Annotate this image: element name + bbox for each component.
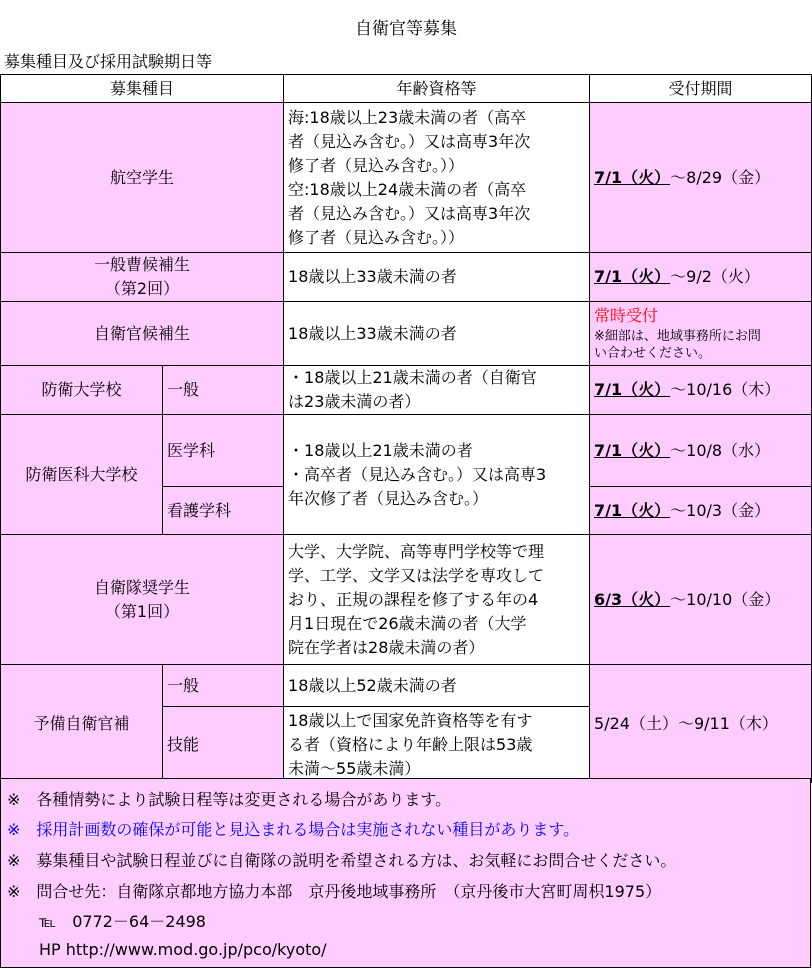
period-start: 7/1（火） (594, 500, 671, 520)
qualification-line: 学、工学、文学又は法学を専攻して (288, 565, 545, 585)
period-start: 7/1（火） (594, 267, 671, 286)
table-row (1, 302, 812, 366)
qualification-line: 大学、大学院、高等専門学校等で理 (288, 541, 545, 561)
header-row (1, 75, 812, 103)
qualification-line: ・18歳以上21歳未満の者 (288, 440, 473, 460)
table-row (1, 665, 812, 707)
qualification-line: 18歳以上で国家免許資格等を有す (288, 710, 533, 730)
period-end: ～10/8（水） (670, 440, 771, 460)
recruit-subtype: 技能 (163, 707, 284, 783)
section-subtitle: 募集種目及び採用試験期日等 (4, 52, 213, 71)
qualification-line: 月1日現在で26歳未満の者（大学 (288, 613, 527, 633)
qualification-cell (284, 366, 590, 415)
period-start: 7/1（火） (594, 380, 671, 399)
qualification-line: おり、正規の課程を修了する年の4 (288, 589, 539, 609)
period-cell (590, 253, 812, 302)
recruit-subtype: 看護学科 (163, 487, 284, 535)
recruit-type-line: （第2回） (104, 279, 180, 298)
qualification-cell: 18歳以上33歳未満の者 (284, 253, 590, 302)
table-row (1, 103, 812, 253)
qualification-line: は23歳未満の者） (288, 392, 421, 411)
contact-homepage: HP http://www.mod.go.jp/pco/kyoto/ (39, 940, 327, 959)
period-end: ～10/16（木） (670, 380, 781, 399)
period-cell (590, 103, 812, 253)
period-end: ～8/29（金） (670, 167, 771, 187)
recruit-type-line: 自衛隊奨学生 (94, 577, 191, 597)
recruit-type (1, 535, 284, 665)
recruit-subtype: 一般 (163, 366, 284, 415)
qualification-line: 海:18歳以上23歳未満の者（高卒 (288, 107, 527, 127)
period-end: ～10/10（金） (670, 589, 781, 609)
qualification-line: る者（資格により年齢上限は53歳 (288, 734, 533, 754)
period-start: 7/1（火） (594, 440, 671, 460)
recruit-type-line: 一般曹候補生 (94, 255, 191, 274)
note-not-held: ※ 採用計画数の確保が可能と見込まれる場合は実施されない種目があります。 (7, 820, 580, 839)
header-qualification: 年齢資格等 (284, 75, 590, 103)
period-start: 6/3（火） (594, 589, 671, 609)
period-note-line: ※細部は、地域事務所にお問 (594, 329, 761, 344)
always-open-label: 常時受付 (594, 306, 659, 325)
qualification-line: 修了者（見込み含む。）） (288, 227, 465, 247)
period-start: 7/1（火） (594, 167, 671, 187)
qualification-cell: 18歳以上52歳未満の者 (284, 665, 590, 707)
table-row (1, 535, 812, 665)
recruit-type: 自衛官候補生 (1, 302, 284, 366)
note-schedule-change: ※ 各種情勢により試験日程等は変更される場合があります。 (7, 790, 452, 809)
qualification-line: ・高卒者（見込み含む。）又は高専3 (288, 464, 547, 484)
recruit-subtype: 一般 (163, 665, 284, 707)
recruit-type: 予備自衛官補 (1, 665, 163, 783)
note-contact: ※ 問合せ先：自衛隊京都地方協力本部 京丹後地域事務所 （京丹後市大宮町周枳1975） (7, 882, 662, 901)
qualification-line: 院在学者は28歳未満の者） (288, 637, 485, 657)
period-end: ～10/3（金） (670, 500, 771, 520)
qualification-line: 年次修了者（見込み含む。） (288, 488, 489, 508)
period-cell (590, 535, 812, 665)
recruit-subtype: 医学科 (163, 415, 284, 487)
qualification-line: ・18歳以上21歳未満の者（自衛官 (288, 368, 537, 387)
header-type: 募集種目 (1, 75, 284, 103)
header-period: 受付期間 (590, 75, 812, 103)
period-note-line: い合わせください。 (594, 346, 712, 361)
table-row (1, 253, 812, 302)
qualification-line: 修了者（見込み含む。）） (288, 155, 465, 175)
qualification-line: 者（見込み含む。）又は高専3年次 (288, 203, 531, 223)
contact-phone: ℡ 0772－64－2498 (39, 912, 206, 931)
period-end: ～9/2（火） (670, 267, 760, 286)
period-cell (590, 415, 812, 487)
notes-section (0, 778, 811, 968)
qualification-cell (284, 707, 590, 783)
recruit-type-line: （第1回） (104, 601, 180, 621)
table-row (1, 415, 812, 487)
qualification-line: 者（見込み含む。）又は高専3年次 (288, 131, 531, 151)
recruitment-table (0, 74, 812, 783)
qualification-cell (284, 103, 590, 253)
qualification-line: 未満～55歳未満） (288, 758, 421, 778)
recruit-type: 防衛大学校 (1, 366, 163, 415)
table-row (1, 366, 812, 415)
period-cell (590, 302, 812, 366)
recruit-type (1, 253, 284, 302)
period-cell: 5/24（土）～9/11（木） (590, 665, 812, 783)
qualification-cell (284, 535, 590, 665)
period-cell (590, 487, 812, 535)
period-cell (590, 366, 812, 415)
qualification-line: 空:18歳以上24歳未満の者（高卒 (288, 179, 527, 199)
recruit-type: 航空学生 (1, 103, 284, 253)
qualification-cell: 18歳以上33歳未満の者 (284, 302, 590, 366)
recruit-type: 防衛医科大学校 (1, 415, 163, 535)
note-inquiry: ※ 募集種目や試験日程並びに自衛隊の説明を希望される方は、お気軽にお問合せください。 (7, 851, 677, 870)
page-title: 自衛官等募集 (355, 19, 457, 39)
qualification-cell (284, 415, 590, 535)
